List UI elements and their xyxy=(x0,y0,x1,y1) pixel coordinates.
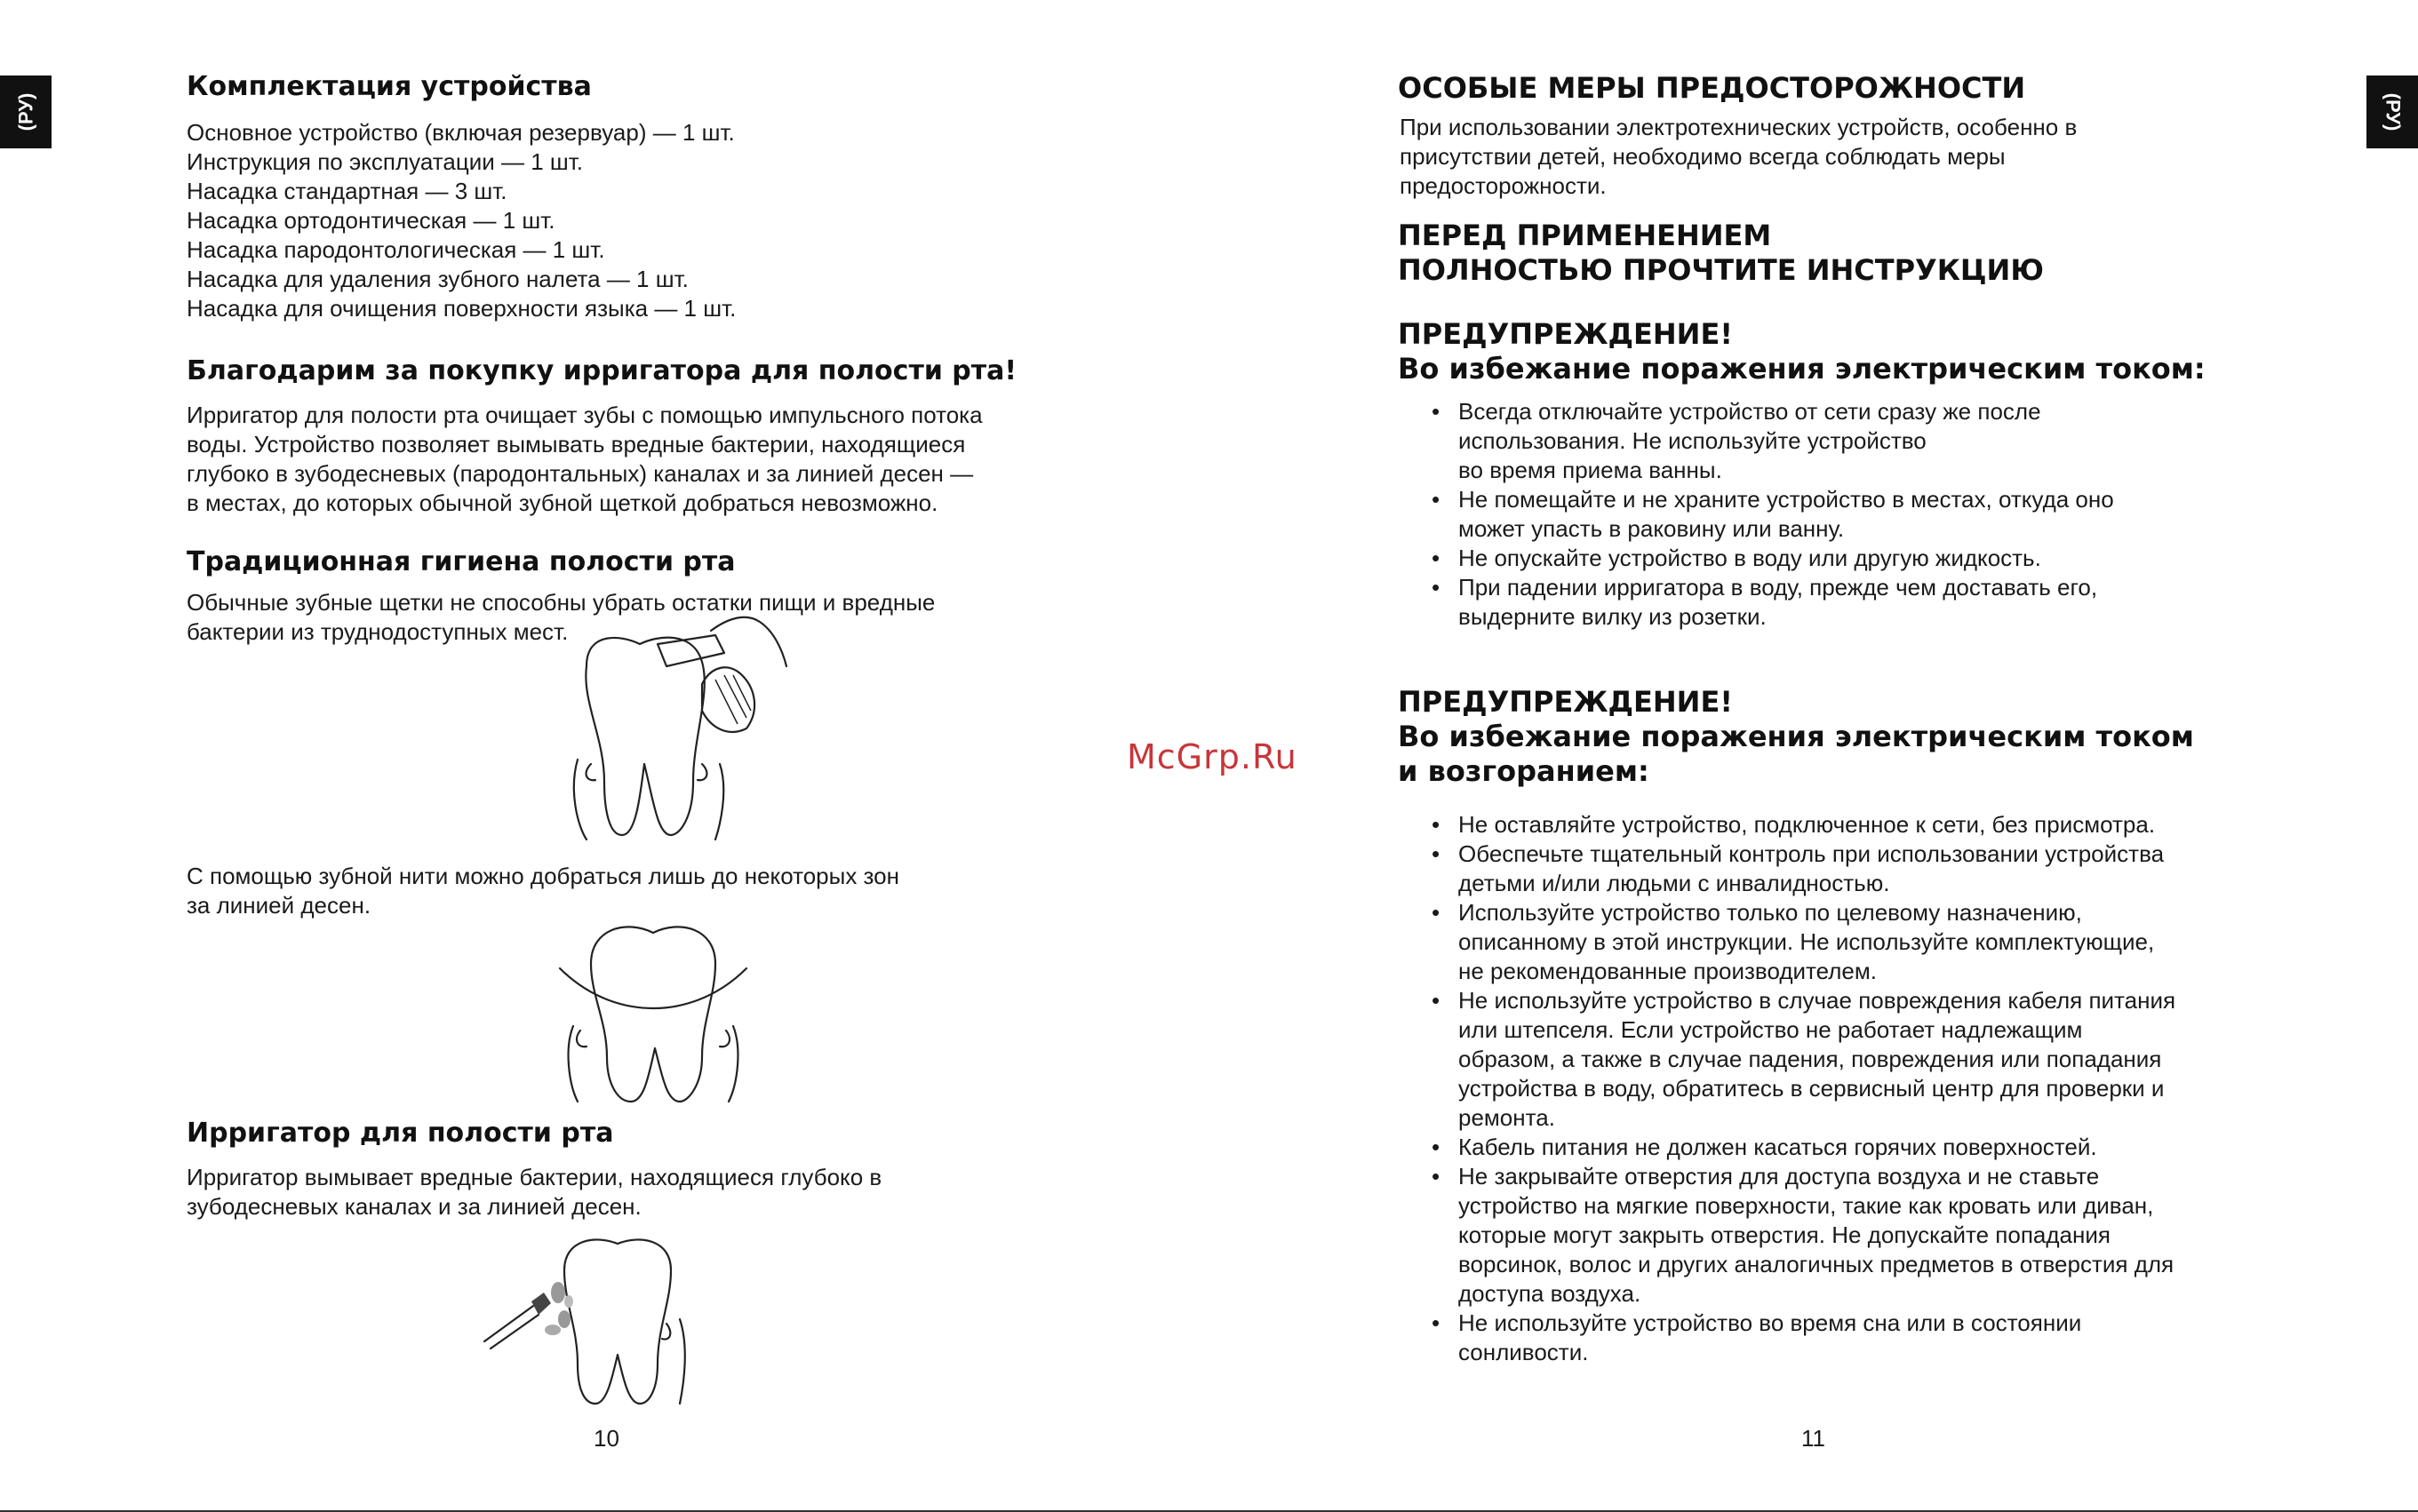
floss-illustration xyxy=(555,915,751,1106)
item-line: которые могут закрыть отверстия. Не допускайте попадания xyxy=(1458,1222,2111,1248)
paragraph-line: С помощью зубной нити можно добраться лишь до некоторых зон xyxy=(187,863,900,889)
warning-shock-section xyxy=(1398,317,2206,632)
kit-item: Насадка стандартная — 3 шт. xyxy=(187,178,507,204)
warning-subtitle: Во избежание поражения электрическим током: xyxy=(1398,352,2206,386)
thanks-heading: Благодарим за покупку ирригатора для полости рта! xyxy=(187,355,1017,386)
item-line: устройства в воду, обратитесь в сервисный центр для проверки и xyxy=(1458,1075,2165,1102)
read-line-2: ПОЛНОСТЬЮ ПРОЧТИТЕ ИНСТРУКЦИЮ xyxy=(1398,253,2044,287)
kit-section xyxy=(187,71,736,323)
precautions-paragraph xyxy=(1398,113,2077,201)
item-line: ворсинок, волос и других аналогичных предметов в отверстия для xyxy=(1458,1251,2175,1277)
paragraph-line: Ирригатор для полости рта очищает зубы с помощью импульсного потока xyxy=(187,402,983,428)
kit-list xyxy=(187,118,736,323)
paragraph-line: зубодесневых каналах и за линией десен. xyxy=(187,1193,642,1220)
kit-heading: Комплектация устройства xyxy=(187,71,592,102)
read-instructions-notice xyxy=(1398,219,2044,288)
hygiene-paragraph xyxy=(187,588,935,647)
warning-item xyxy=(1432,485,2206,544)
item-line: • Не помещайте и не храните устройство в местах, откуда оно xyxy=(1458,486,2114,513)
item-line: использования. Не используйте устройство xyxy=(1458,427,1927,454)
item-line: устройство на мягкие поверхности, такие как кровать или диван, xyxy=(1458,1192,2154,1219)
language-tab-right: (РУ) xyxy=(2366,76,2418,148)
warning-item xyxy=(1432,1133,2194,1162)
thanks-paragraph xyxy=(187,401,1017,518)
paragraph-line: При использовании электротехнических устройств, особенно в xyxy=(1400,114,2078,140)
kit-item: Основное устройство (включая резервуар) — 1 шт. xyxy=(187,119,735,146)
item-line: • Используйте устройство только по целевому назначению, xyxy=(1458,899,2082,926)
kit-item: Насадка ортодонтическая — 1 шт. xyxy=(187,207,555,234)
item-line: • Всегда отключайте устройство от сети сразу же после xyxy=(1458,398,2041,425)
item-line: не рекомендованные производителем. xyxy=(1458,958,1877,984)
kit-item: Насадка для удаления зубного налета — 1 шт. xyxy=(187,266,689,292)
item-line: • Не используйте устройство во время сна или в состоянии xyxy=(1458,1309,2082,1336)
warning-item xyxy=(1432,397,2206,485)
toothbrush-illustration xyxy=(569,613,791,844)
warning-subtitle: Во избежание поражения электрическим током xyxy=(1398,720,2194,753)
item-line: • При падении ирригатора в воду, прежде чем доставать его, xyxy=(1458,574,2098,601)
item-line: • Кабель питания не должен касаться горячих поверхностей. xyxy=(1458,1134,2097,1160)
paragraph-line: за линией десен. xyxy=(187,892,371,919)
item-line: ремонта. xyxy=(1458,1104,1555,1131)
paragraph-line: в местах, до которых обычной зубной щеткой добраться невозможно. xyxy=(187,489,938,516)
warning-item xyxy=(1432,898,2194,986)
warning-fire-section xyxy=(1398,685,2194,1367)
warning-item xyxy=(1432,840,2194,898)
read-line-1: ПЕРЕД ПРИМЕНЕНИЕМ xyxy=(1398,219,1772,252)
item-line: • Не закрывайте отверстия для доступа воздуха и не ставьте xyxy=(1458,1163,2100,1190)
precautions-heading: ОСОБЫЕ МЕРЫ ПРЕДОСТОРОЖНОСТИ xyxy=(1398,71,2026,105)
warning-item xyxy=(1432,986,2194,1133)
warning-subtitle: и возгоранием: xyxy=(1398,754,1649,788)
item-line: доступа воздуха. xyxy=(1458,1280,1641,1307)
item-line: описанному в этой инструкции. Не используйте комплектующие, xyxy=(1458,928,2155,955)
floss-paragraph xyxy=(187,862,899,920)
page-number-left: 10 xyxy=(594,1425,619,1452)
warning-title: ПРЕДУПРЕЖДЕНИЕ! xyxy=(1398,685,1733,719)
paragraph-line: глубоко в зубодесневых (пародонтальных) каналах и за линией десен — xyxy=(187,460,974,487)
thanks-section xyxy=(187,355,1017,518)
irrigator-illustration xyxy=(480,1230,711,1408)
item-line: во время приема ванны. xyxy=(1458,457,1722,483)
warning-shock-list xyxy=(1432,397,2206,632)
paragraph-line: Обычные зубные щетки не способны убрать остатки пищи и вредные xyxy=(187,589,936,616)
irrigator-paragraph xyxy=(187,1163,882,1222)
paragraph-line: присутствии детей, необходимо всегда соблюдать меры xyxy=(1400,143,2006,170)
item-line: • Не оставляйте устройство, подключенное к сети, без присмотра. xyxy=(1458,811,2156,838)
warning-title: ПРЕДУПРЕЖДЕНИЕ! xyxy=(1398,317,1733,351)
kit-item: Насадка для очищения поверхности языка — 1 шт. xyxy=(187,295,737,322)
hygiene-section xyxy=(187,546,935,647)
paragraph-line: предосторожности. xyxy=(1400,172,1607,199)
item-line: детьми и/или людьми с инвалидностью. xyxy=(1458,870,1890,896)
item-line: • Не опускайте устройство в воду или другую жидкость. xyxy=(1458,545,2041,571)
item-line: • Обеспечьте тщательный контроль при использовании устройства xyxy=(1458,840,2165,867)
warning-item xyxy=(1432,1162,2194,1309)
item-line: образом, а также в случае падения, повреждения или попадания xyxy=(1458,1046,2162,1072)
kit-item: Насадка пародонтологическая — 1 шт. xyxy=(187,236,605,263)
item-line: выдерните вилку из розетки. xyxy=(1458,603,1767,630)
warning-item xyxy=(1432,544,2206,573)
irrigator-heading: Ирригатор для полости рта xyxy=(187,1118,614,1149)
paragraph-line: бактерии из труднодоступных мест. xyxy=(187,618,569,645)
kit-item: Инструкция по эксплуатации — 1 шт. xyxy=(187,148,584,175)
page-number-right: 11 xyxy=(1801,1425,1825,1452)
warning-item xyxy=(1432,573,2206,632)
warning-item xyxy=(1432,810,2194,840)
item-line: может упасть в раковину или ванну. xyxy=(1458,515,1845,542)
item-line: сонливости. xyxy=(1458,1339,1589,1365)
irrigator-section xyxy=(187,1118,882,1222)
language-tab-left: (РУ) xyxy=(0,76,52,148)
item-line: или штепселя. Если устройство не работает надлежащим xyxy=(1458,1016,2083,1043)
paragraph-line: Ирригатор вымывает вредные бактерии, находящиеся глубоко в xyxy=(187,1164,882,1190)
paragraph-line: воды. Устройство позволяет вымывать вредные бактерии, находящиеся xyxy=(187,431,966,458)
warning-item xyxy=(1432,1309,2194,1367)
floss-section xyxy=(187,862,899,920)
warning-fire-list xyxy=(1432,810,2194,1367)
hygiene-heading: Традиционная гигиена полости рта xyxy=(187,546,736,577)
watermark: McGrp.Ru xyxy=(1127,737,1297,776)
item-line: • Не используйте устройство в случае повреждения кабеля питания xyxy=(1458,987,2176,1014)
precautions-section xyxy=(1398,71,2077,201)
